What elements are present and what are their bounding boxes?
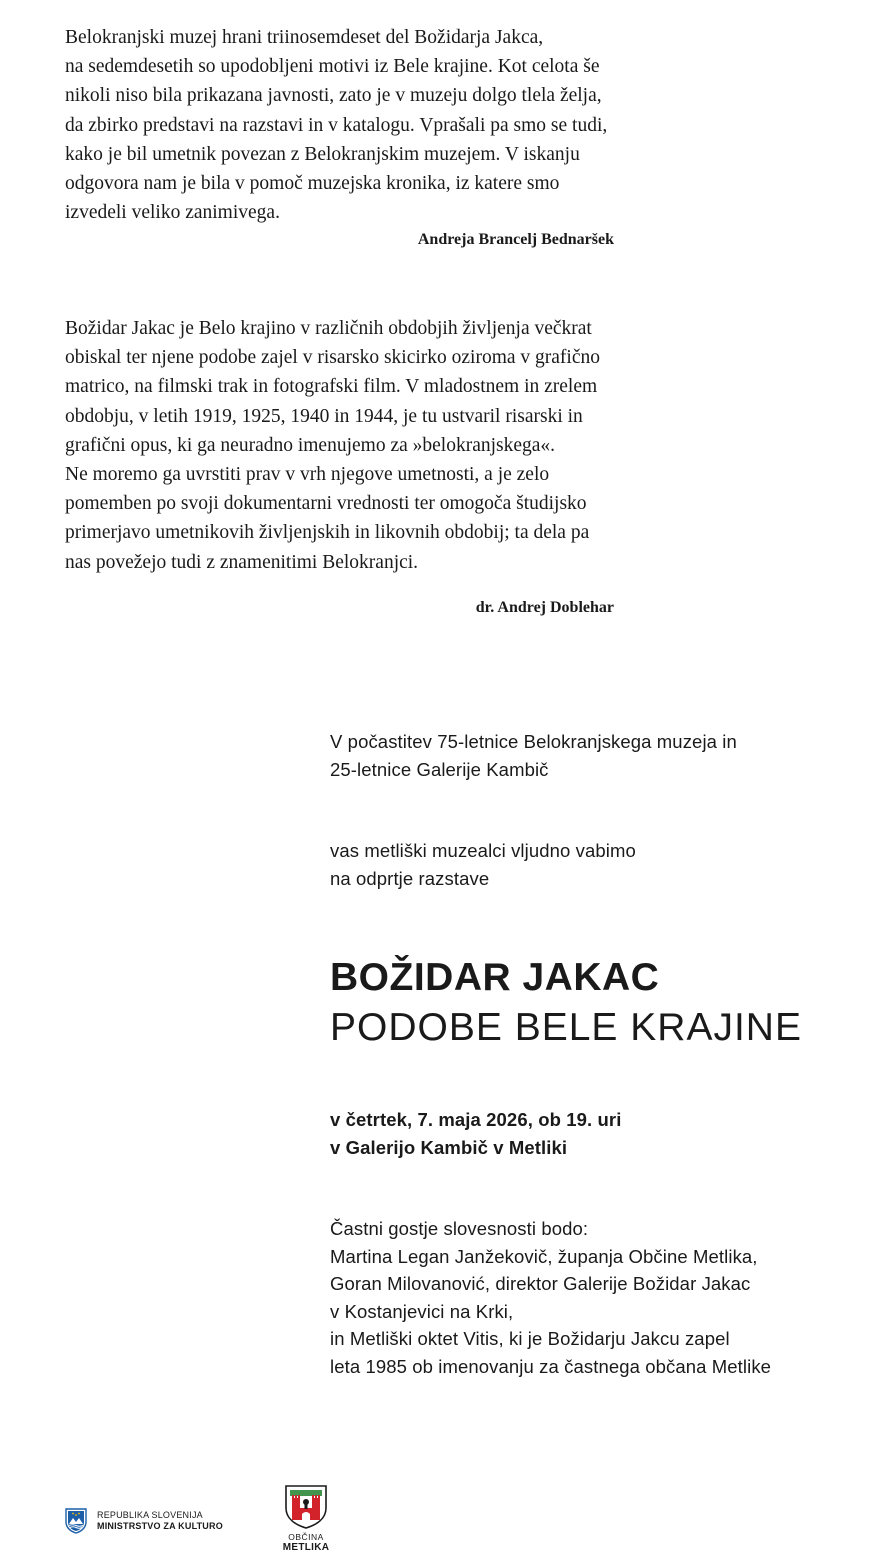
invite-line: vas metliški muzealci vljudno vabimo	[330, 840, 636, 861]
obcina-metlika-logo	[280, 1484, 332, 1553]
quote-line: odgovora nam je bila v pomoč muzejska kronika, iz katere smo	[65, 173, 560, 195]
occasion-line: V počastitev 75-letnice Belokranjskega muzeja in	[330, 731, 737, 752]
quote-line: pomemben po svoji dokumentarni vrednosti ter omogoča študijsko	[65, 493, 587, 515]
honorary-guests	[330, 1215, 850, 1380]
ministry-logo-line2: MINISTRSTVO ZA KULTURO	[97, 1521, 223, 1531]
quote-line: na sedemdesetih so upodobljeni motivi iz Bele krajine. Kot celota še	[65, 56, 600, 78]
quote-line: kako je bil umetnik povezan z Belokranjskim muzejem. V iskanju	[65, 143, 580, 165]
occasion-text	[330, 728, 850, 783]
quote-line: Božidar Jakac je Belo krajino v različnih obdobjih življenja večkrat	[65, 318, 592, 339]
ministry-logo-line1: REPUBLIKA SLOVENIJA	[97, 1509, 203, 1520]
quote-line: grafični opus, ki ga neuradno imenujemo za »belokranjskega«.	[65, 434, 556, 456]
quote-2-text	[65, 314, 645, 577]
event-venue: v Galerijo Kambič v Metliki	[330, 1136, 568, 1158]
quote-line: izvedeli veliko zanimivega.	[65, 202, 280, 224]
quote-line: matrico, na filmski trak in fotografski film. V mladostnem in zrelem	[65, 376, 598, 398]
quote-1-text	[65, 23, 645, 227]
exhibition-artist-title: BOŽIDAR JAKAC	[330, 956, 660, 999]
quote-line: obiskal ter njene podobe zajel v risarsko skicirko oziroma v grafično	[65, 347, 600, 369]
guests-line: Martina Legan Janžekovič, županja Občine Metlika,	[330, 1245, 758, 1267]
quote-line: primerjavo umetnikovih življenjskih in likovnih obdobij; ta dela pa	[65, 522, 590, 544]
slovenia-coat-of-arms-icon	[65, 1508, 87, 1534]
quote-line: obdobju, v letih 1919, 1925, 1940 in 1944, je tu ustvaril risarski in	[65, 405, 583, 427]
quote-line: Ne moremo ga uvrstiti prav v vrh njegove umetnosti, a je zelo	[65, 464, 550, 486]
event-time-place	[330, 1106, 850, 1161]
guests-line: Častni gostje slovesnosti bodo:	[330, 1218, 589, 1239]
guests-line: leta 1985 ob imenovanju za častnega občana Metlike	[330, 1355, 772, 1377]
ministry-of-culture-logo	[65, 1508, 223, 1534]
guests-line: in Metliški oktet Vitis, ki je Božidarju Jakcu zapel	[330, 1328, 730, 1349]
guests-line: Goran Milovanović, direktor Galerije Božidar Jakac	[330, 1273, 751, 1294]
quote-line: da zbirko predstavi na razstavi in v katalogu. Vprašali pa smo se tudi,	[65, 114, 608, 136]
event-date: v četrtek, 7. maja 2026, ob 19. uri	[330, 1109, 622, 1130]
quote-line: nas povežejo tudi z znamenitimi Belokranjci.	[65, 551, 419, 573]
municipality-line2: METLIKA	[282, 1542, 330, 1553]
quote-2-author: dr. Andrej Doblehar	[475, 599, 614, 616]
metlika-coat-of-arms-icon	[283, 1484, 329, 1530]
municipality-line1: OBČINA	[288, 1532, 324, 1542]
exhibition-subtitle: PODOBE BELE KRAJINE	[330, 1006, 802, 1049]
ministry-logo-text	[97, 1510, 223, 1533]
quote-line: Belokranjski muzej hrani triinosemdeset del Božidarja Jakca,	[65, 27, 544, 48]
quote-1-author: Andreja Brancelj Bednaršek	[417, 231, 614, 248]
invite-text	[330, 837, 850, 892]
invite-line: na odprtje razstave	[330, 867, 490, 889]
guests-line: v Kostanjevici na Krki,	[330, 1300, 514, 1322]
quote-line: nikoli niso bila prikazana javnosti, zato je v muzeju dolgo tlela želja,	[65, 85, 602, 107]
occasion-line: 25-letnice Galerije Kambič	[330, 758, 549, 780]
